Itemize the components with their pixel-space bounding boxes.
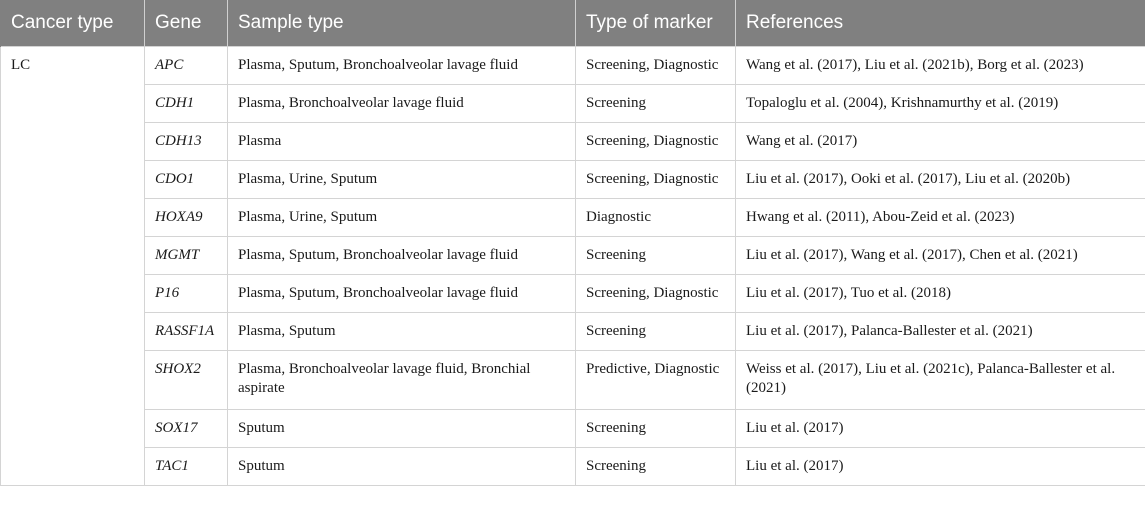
marker-cell: Screening [576,448,736,486]
header-type-of-marker: Type of marker [576,0,736,47]
references-cell: Topaloglu et al. (2004), Krishnamurthy et al. (2019) [736,85,1145,123]
sample-cell: Plasma [228,123,576,161]
sample-cell: Plasma, Bronchoalveolar lavage fluid, Bronchial aspirate [228,351,576,410]
gene-cell: RASSF1A [145,313,228,351]
table-row [1,47,1145,85]
table-row [1,410,1145,448]
references-cell: Hwang et al. (2011), Abou-Zeid et al. (2023) [736,199,1145,237]
references-cell: Wang et al. (2017), Liu et al. (2021b), Borg et al. (2023) [736,47,1145,85]
gene-cell: SOX17 [145,410,228,448]
gene-cell: CDH13 [145,123,228,161]
references-cell: Wang et al. (2017) [736,123,1145,161]
gene-cell: APC [145,47,228,85]
references-cell: Liu et al. (2017), Wang et al. (2017), Chen et al. (2021) [736,237,1145,275]
header-references: References [736,0,1145,47]
marker-cell: Screening [576,313,736,351]
references-cell: Liu et al. (2017) [736,410,1145,448]
marker-cell: Screening, Diagnostic [576,275,736,313]
table-row [1,161,1145,199]
sample-cell: Plasma, Sputum, Bronchoalveolar lavage fluid [228,275,576,313]
marker-cell: Screening [576,237,736,275]
references-cell: Liu et al. (2017), Tuo et al. (2018) [736,275,1145,313]
marker-cell: Screening, Diagnostic [576,47,736,85]
table-row [1,85,1145,123]
marker-cell: Screening [576,410,736,448]
references-cell: Liu et al. (2017), Palanca-Ballester et al. (2021) [736,313,1145,351]
gene-cell: CDO1 [145,161,228,199]
references-cell: Liu et al. (2017), Ooki et al. (2017), Liu et al. (2020b) [736,161,1145,199]
marker-cell: Screening [576,85,736,123]
table-row [1,123,1145,161]
table-row [1,351,1145,410]
table-row [1,199,1145,237]
marker-cell: Predictive, Diagnostic [576,351,736,410]
gene-cell: CDH1 [145,85,228,123]
sample-cell: Plasma, Bronchoalveolar lavage fluid [228,85,576,123]
table-row [1,237,1145,275]
header-gene: Gene [145,0,228,47]
references-cell: Liu et al. (2017) [736,448,1145,486]
table-row [1,313,1145,351]
marker-cell: Screening, Diagnostic [576,123,736,161]
cancer-type-cell: LC [1,47,145,486]
header-sample-type: Sample type [228,0,576,47]
references-cell: Weiss et al. (2017), Liu et al. (2021c), Palanca-Ballester et al. (2021) [736,351,1145,410]
marker-cell: Diagnostic [576,199,736,237]
sample-cell: Sputum [228,410,576,448]
gene-cell: P16 [145,275,228,313]
sample-cell: Plasma, Urine, Sputum [228,199,576,237]
sample-cell: Plasma, Sputum, Bronchoalveolar lavage fluid [228,47,576,85]
table-row [1,275,1145,313]
gene-cell: HOXA9 [145,199,228,237]
header-cancer-type: Cancer type [1,0,145,47]
gene-cell: TAC1 [145,448,228,486]
table-row [1,448,1145,486]
gene-cell: MGMT [145,237,228,275]
sample-cell: Sputum [228,448,576,486]
marker-cell: Screening, Diagnostic [576,161,736,199]
sample-cell: Plasma, Sputum [228,313,576,351]
sample-cell: Plasma, Sputum, Bronchoalveolar lavage fluid [228,237,576,275]
gene-cell: SHOX2 [145,351,228,410]
header-row [1,0,1145,47]
sample-cell: Plasma, Urine, Sputum [228,161,576,199]
